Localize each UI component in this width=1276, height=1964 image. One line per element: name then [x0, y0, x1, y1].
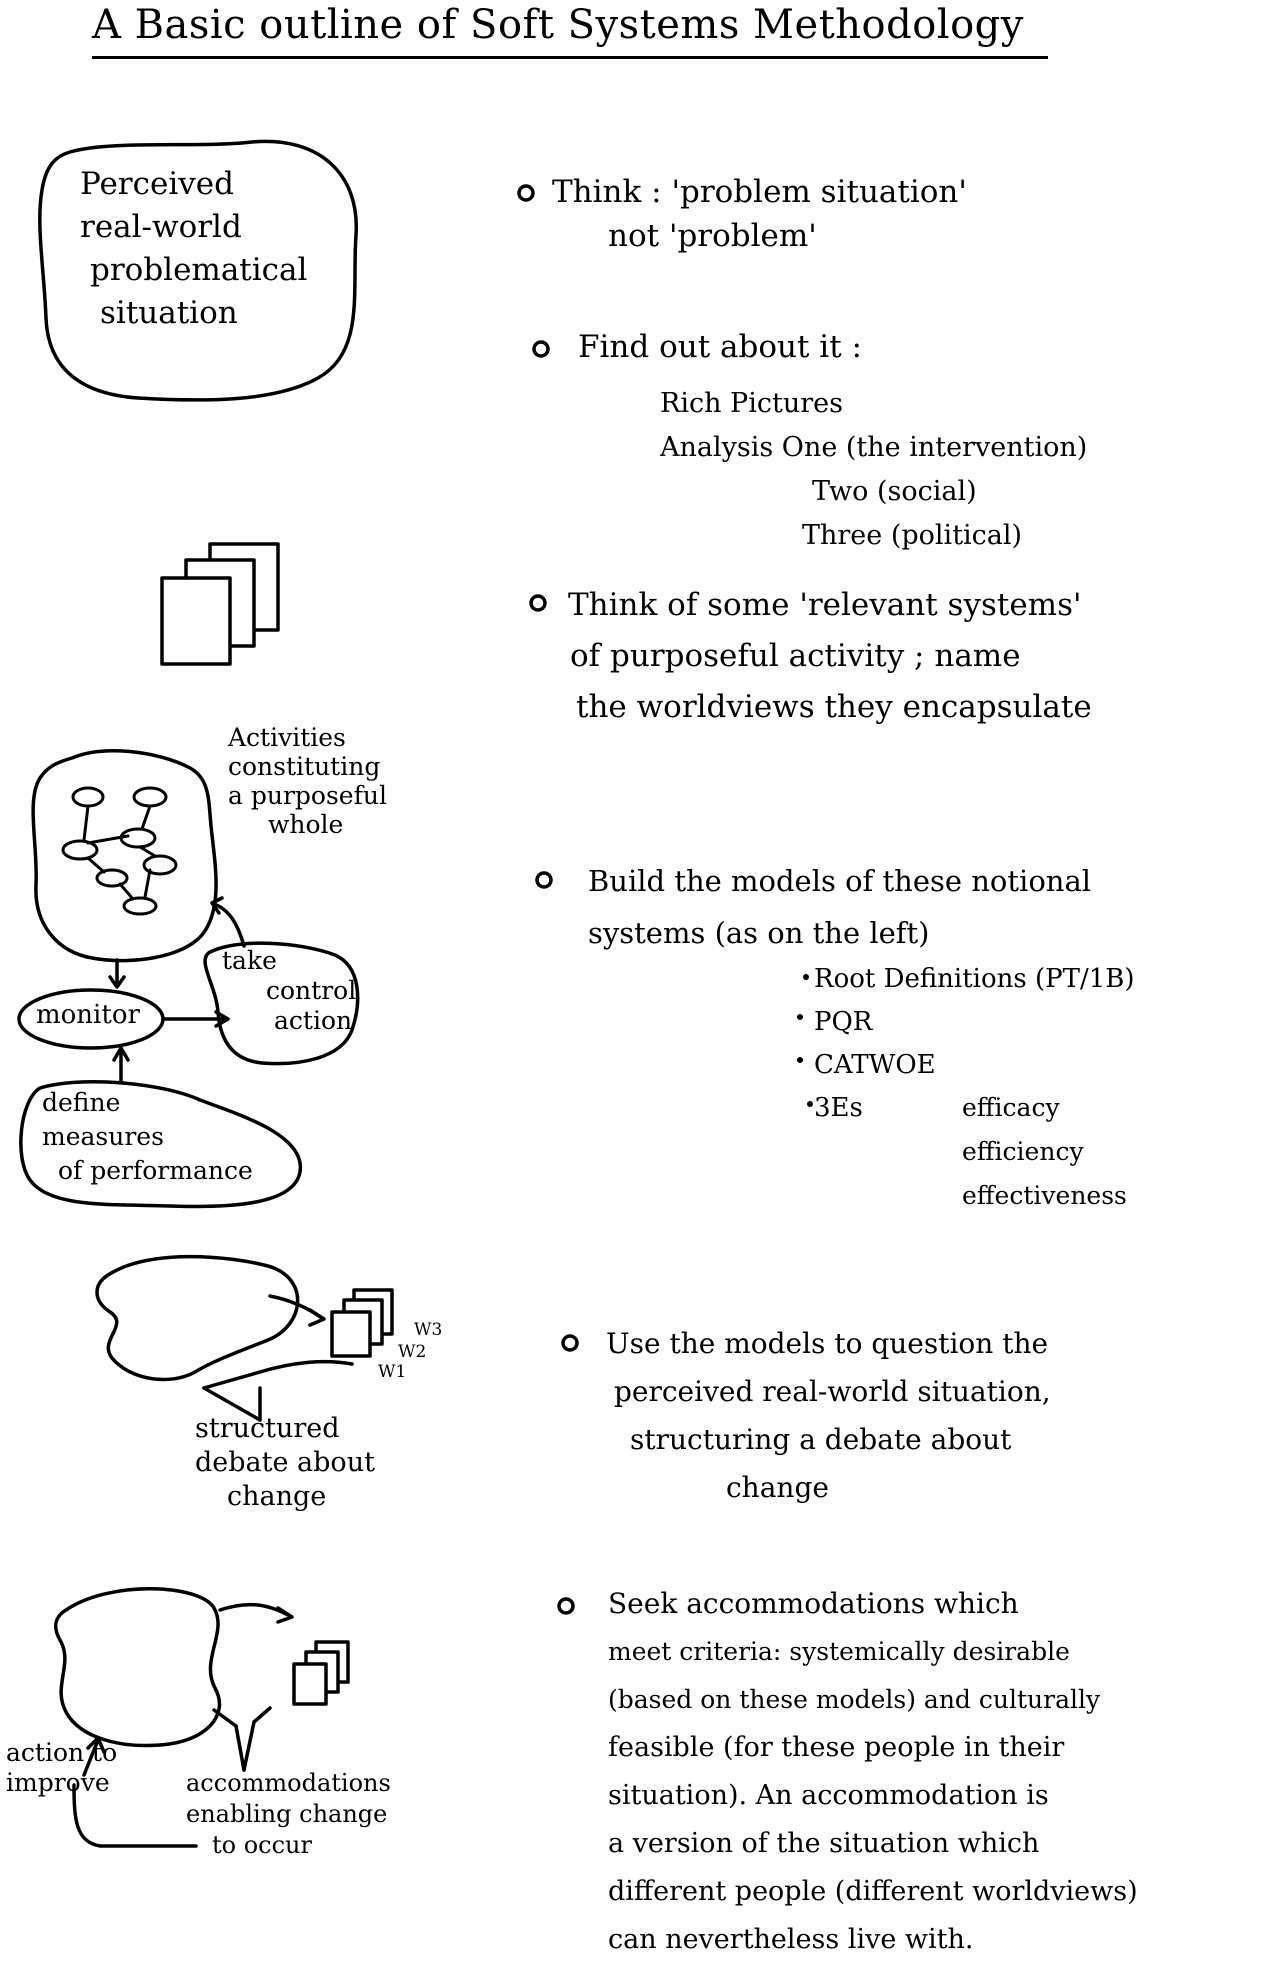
step-6-line: (based on these models) and culturally	[608, 1685, 1101, 1714]
define-measures-label	[42, 1086, 253, 1188]
step-6-line: situation). An accommodation is	[608, 1780, 1049, 1811]
accommodations-line: enabling change	[186, 1800, 388, 1828]
sub-bullets	[797, 974, 813, 1107]
take-control-label	[222, 946, 356, 1036]
debate-situation-blob	[97, 1257, 298, 1380]
step-2-line: Find out about it :	[578, 329, 862, 365]
take-control-line: action	[274, 1006, 353, 1035]
worldview-w1: W1	[378, 1362, 407, 1382]
define-measures-line: of performance	[58, 1156, 253, 1185]
step-6-line: different people (different worldviews)	[608, 1876, 1138, 1907]
three-es-item: efficiency	[962, 1137, 1084, 1166]
document-stack-icon	[162, 544, 278, 664]
situation-line: Perceived	[80, 166, 234, 202]
step-6-line: meet criteria: systemically desirable	[608, 1637, 1070, 1666]
three-es-list	[962, 1086, 1127, 1218]
activity-nodes	[63, 788, 176, 914]
purposeful-line: constituting	[228, 752, 381, 781]
step-1-line: not 'problem'	[608, 218, 817, 254]
step-4-bullet: CATWOE	[814, 1050, 936, 1080]
debate-label	[195, 1412, 375, 1514]
step-5-line: structuring a debate about	[630, 1423, 1012, 1456]
take-control-line: take	[222, 946, 277, 975]
step-4-bullet: Root Definitions (PT/1B)	[814, 964, 1135, 994]
step-2-line: Three (political)	[802, 520, 1023, 551]
three-es-item: effectiveness	[962, 1181, 1127, 1210]
step-6-text	[608, 1580, 1138, 1964]
define-measures-line: measures	[42, 1122, 164, 1151]
step-4-line: systems (as on the left)	[588, 916, 930, 950]
purposeful-whole-label	[228, 723, 387, 839]
accommodations-line: accommodations	[186, 1769, 391, 1797]
action-line: improve	[6, 1768, 110, 1797]
step-3-line: Think of some 'relevant systems'	[568, 587, 1082, 623]
step-3-line: the worldviews they encapsulate	[576, 689, 1092, 725]
debate-line: structured	[195, 1413, 340, 1444]
step-bullets	[519, 186, 577, 1613]
purposeful-line: a purposeful	[228, 781, 387, 810]
step-2-line: Rich Pictures	[660, 388, 843, 419]
debate-line: debate about	[195, 1447, 375, 1478]
step-1-text	[552, 170, 967, 258]
step-4-text	[588, 855, 1091, 959]
step-4-line: Build the models of these notional	[588, 864, 1092, 898]
step-5-line: change	[726, 1471, 829, 1504]
worldview-w2: W2	[398, 1342, 427, 1362]
debate-line: change	[227, 1481, 327, 1512]
step-6-line: can nevertheless live with.	[608, 1924, 974, 1955]
step-5-line: Use the models to question the	[606, 1327, 1049, 1360]
activity-system-blob	[33, 751, 216, 961]
purposeful-line: whole	[268, 810, 344, 839]
take-control-line: control	[266, 976, 357, 1005]
action-line: action to	[6, 1738, 118, 1767]
step-6-line: Seek accommodations which	[608, 1587, 1019, 1620]
step-2-text	[578, 322, 862, 372]
step-4-bullet: 3Es	[814, 1093, 863, 1123]
step-1-line: Think : 'problem situation'	[552, 174, 967, 210]
debate-document-stack	[332, 1290, 392, 1356]
accommodation-document-stack	[294, 1642, 348, 1704]
step-3-line: of purposeful activity ; name	[570, 638, 1021, 674]
purposeful-line: Activities	[228, 723, 346, 752]
situation-line: problematical	[90, 252, 308, 288]
define-measures-line: define	[42, 1088, 121, 1117]
action-to-improve-label	[6, 1738, 117, 1798]
situation-line: situation	[100, 295, 238, 331]
monitor-label: monitor	[36, 1000, 140, 1030]
step-4-bullet: PQR	[814, 1007, 873, 1037]
worldview-w3: W3	[414, 1320, 443, 1340]
step-2-details	[660, 382, 1087, 558]
three-es-item: efficacy	[962, 1093, 1060, 1122]
step-2-line: Analysis One (the intervention)	[660, 432, 1088, 463]
accommodations-line: to occur	[212, 1831, 312, 1859]
step-6-line: feasible (for these people in their	[608, 1732, 1065, 1763]
situation-blob-text	[80, 163, 307, 335]
step-5-line: perceived real-world situation,	[614, 1375, 1051, 1408]
step-3-text	[568, 580, 1092, 733]
page-title: A Basic outline of Soft Systems Methodology	[92, 2, 1024, 48]
situation-line: real-world	[80, 209, 242, 245]
step-5-text	[606, 1320, 1051, 1512]
step-2-line: Two (social)	[812, 476, 977, 507]
accommodations-label	[186, 1768, 391, 1861]
step-6-line: a version of the situation which	[608, 1828, 1040, 1859]
accommodation-situation-blob	[56, 1589, 220, 1746]
